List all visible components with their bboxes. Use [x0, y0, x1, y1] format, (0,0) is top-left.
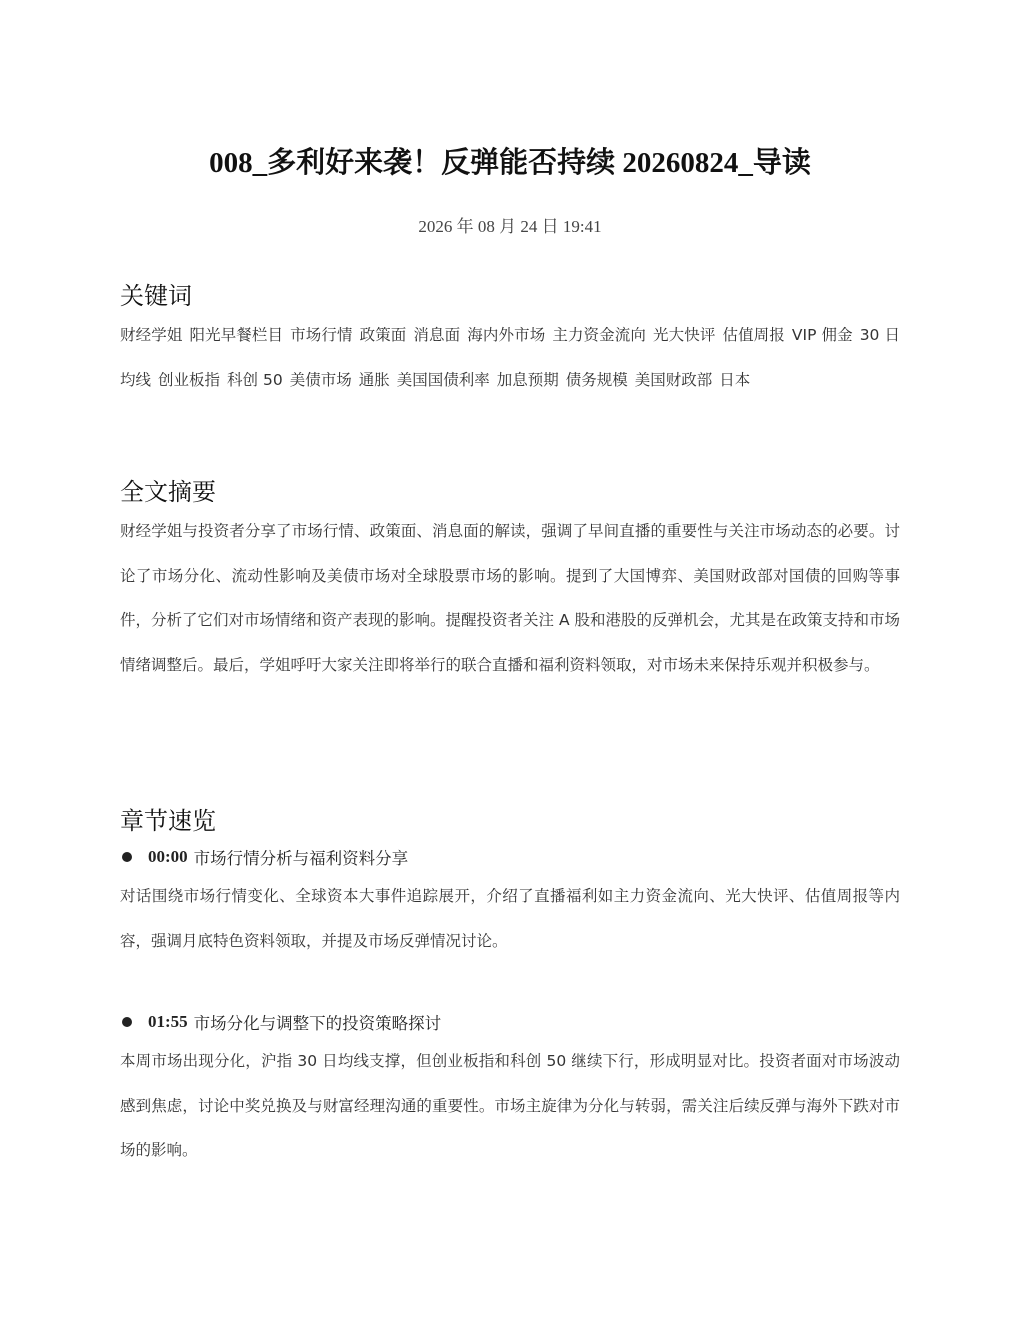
chapter-heading — [120, 1009, 900, 1035]
keyword: 估值周报 — [722, 326, 785, 344]
chapter-time: 00:00 — [148, 847, 188, 866]
keyword: 光大快评 — [653, 326, 716, 344]
keyword: 政策面 — [359, 326, 407, 344]
keyword: 海内外市场 — [467, 326, 546, 344]
chapter-time: 01:55 — [148, 1012, 188, 1031]
keyword: 美债市场 — [289, 370, 352, 389]
keyword: 科创 50 — [227, 370, 283, 389]
keyword: 阳光早餐栏目 — [189, 326, 284, 344]
keyword: 美国财政部 — [634, 370, 713, 389]
chapter-title: 市场行情分析与福利资料分享 — [193, 849, 409, 868]
chapter-text: 对话围绕市场行情变化、全球资本大事件追踪展开，介绍了直播福利如主力资金流向、光大快评、估值周报等内容，强调月底特色资料领取，并提及市场反弹情况讨论。 — [120, 887, 900, 950]
keyword: 美国国债利率 — [396, 370, 490, 389]
keywords-heading: 关键词 — [120, 282, 192, 310]
document-title: 008_多利好来袭！反弹能否持续 20260824_导读 — [209, 147, 811, 179]
summary-text: 财经学姐与投资者分享了市场行情、政策面、消息面的解读，强调了早间直播的重要性与关注市场动态的必要。讨论了市场分化、流动性影响及美债市场对全球股票市场的影响。提到了大国博弈、美国财政部对国债的回购等事件，分析了它们对市场情绪和资产表现的影响。提醒投资者关注 A 股和港股的反弹机会，尤其是在政策支持和市场情绪调整后。最后，学姐呼吁大家关注即将举行的联合直播和福利资料领取，对市场未来保持乐观并积极参与。 — [120, 522, 900, 674]
chapter-heading — [120, 844, 900, 870]
keyword: VIP 佣金 — [791, 326, 853, 344]
keyword: 消息面 — [413, 326, 461, 344]
document-date: 2026 年 08 月 24 日 19:41 — [418, 217, 602, 236]
chapters-heading: 章节速览 — [120, 807, 216, 835]
keyword: 市场行情 — [290, 326, 353, 344]
summary-heading: 全文摘要 — [120, 478, 216, 506]
keywords-list — [120, 313, 900, 402]
bullet-icon — [122, 1017, 132, 1027]
keyword: 主力资金流向 — [552, 326, 646, 344]
keyword: 日本 — [719, 370, 751, 389]
bullet-icon — [122, 852, 132, 862]
chapter-text: 本周市场出现分化，沪指 30 日均线支撑，但创业板指和科创 50 继续下行，形成明显对比。投资者面对市场波动感到焦虑，讨论中奖兑换及与财富经理沟通的重要性。市场主旋律为分化与转弱，需关注后续反弹与海外下跌对市场的影响。 — [120, 1052, 900, 1159]
keyword: 通胀 — [358, 370, 390, 389]
keyword: 债务规模 — [565, 370, 628, 389]
keyword: 30 日均线 — [120, 326, 900, 389]
keyword: 财经学姐 — [120, 326, 183, 344]
chapter-title: 市场分化与调整下的投资策略探讨 — [193, 1014, 442, 1033]
keyword: 创业板指 — [158, 370, 221, 389]
keyword: 加息预期 — [496, 370, 559, 389]
